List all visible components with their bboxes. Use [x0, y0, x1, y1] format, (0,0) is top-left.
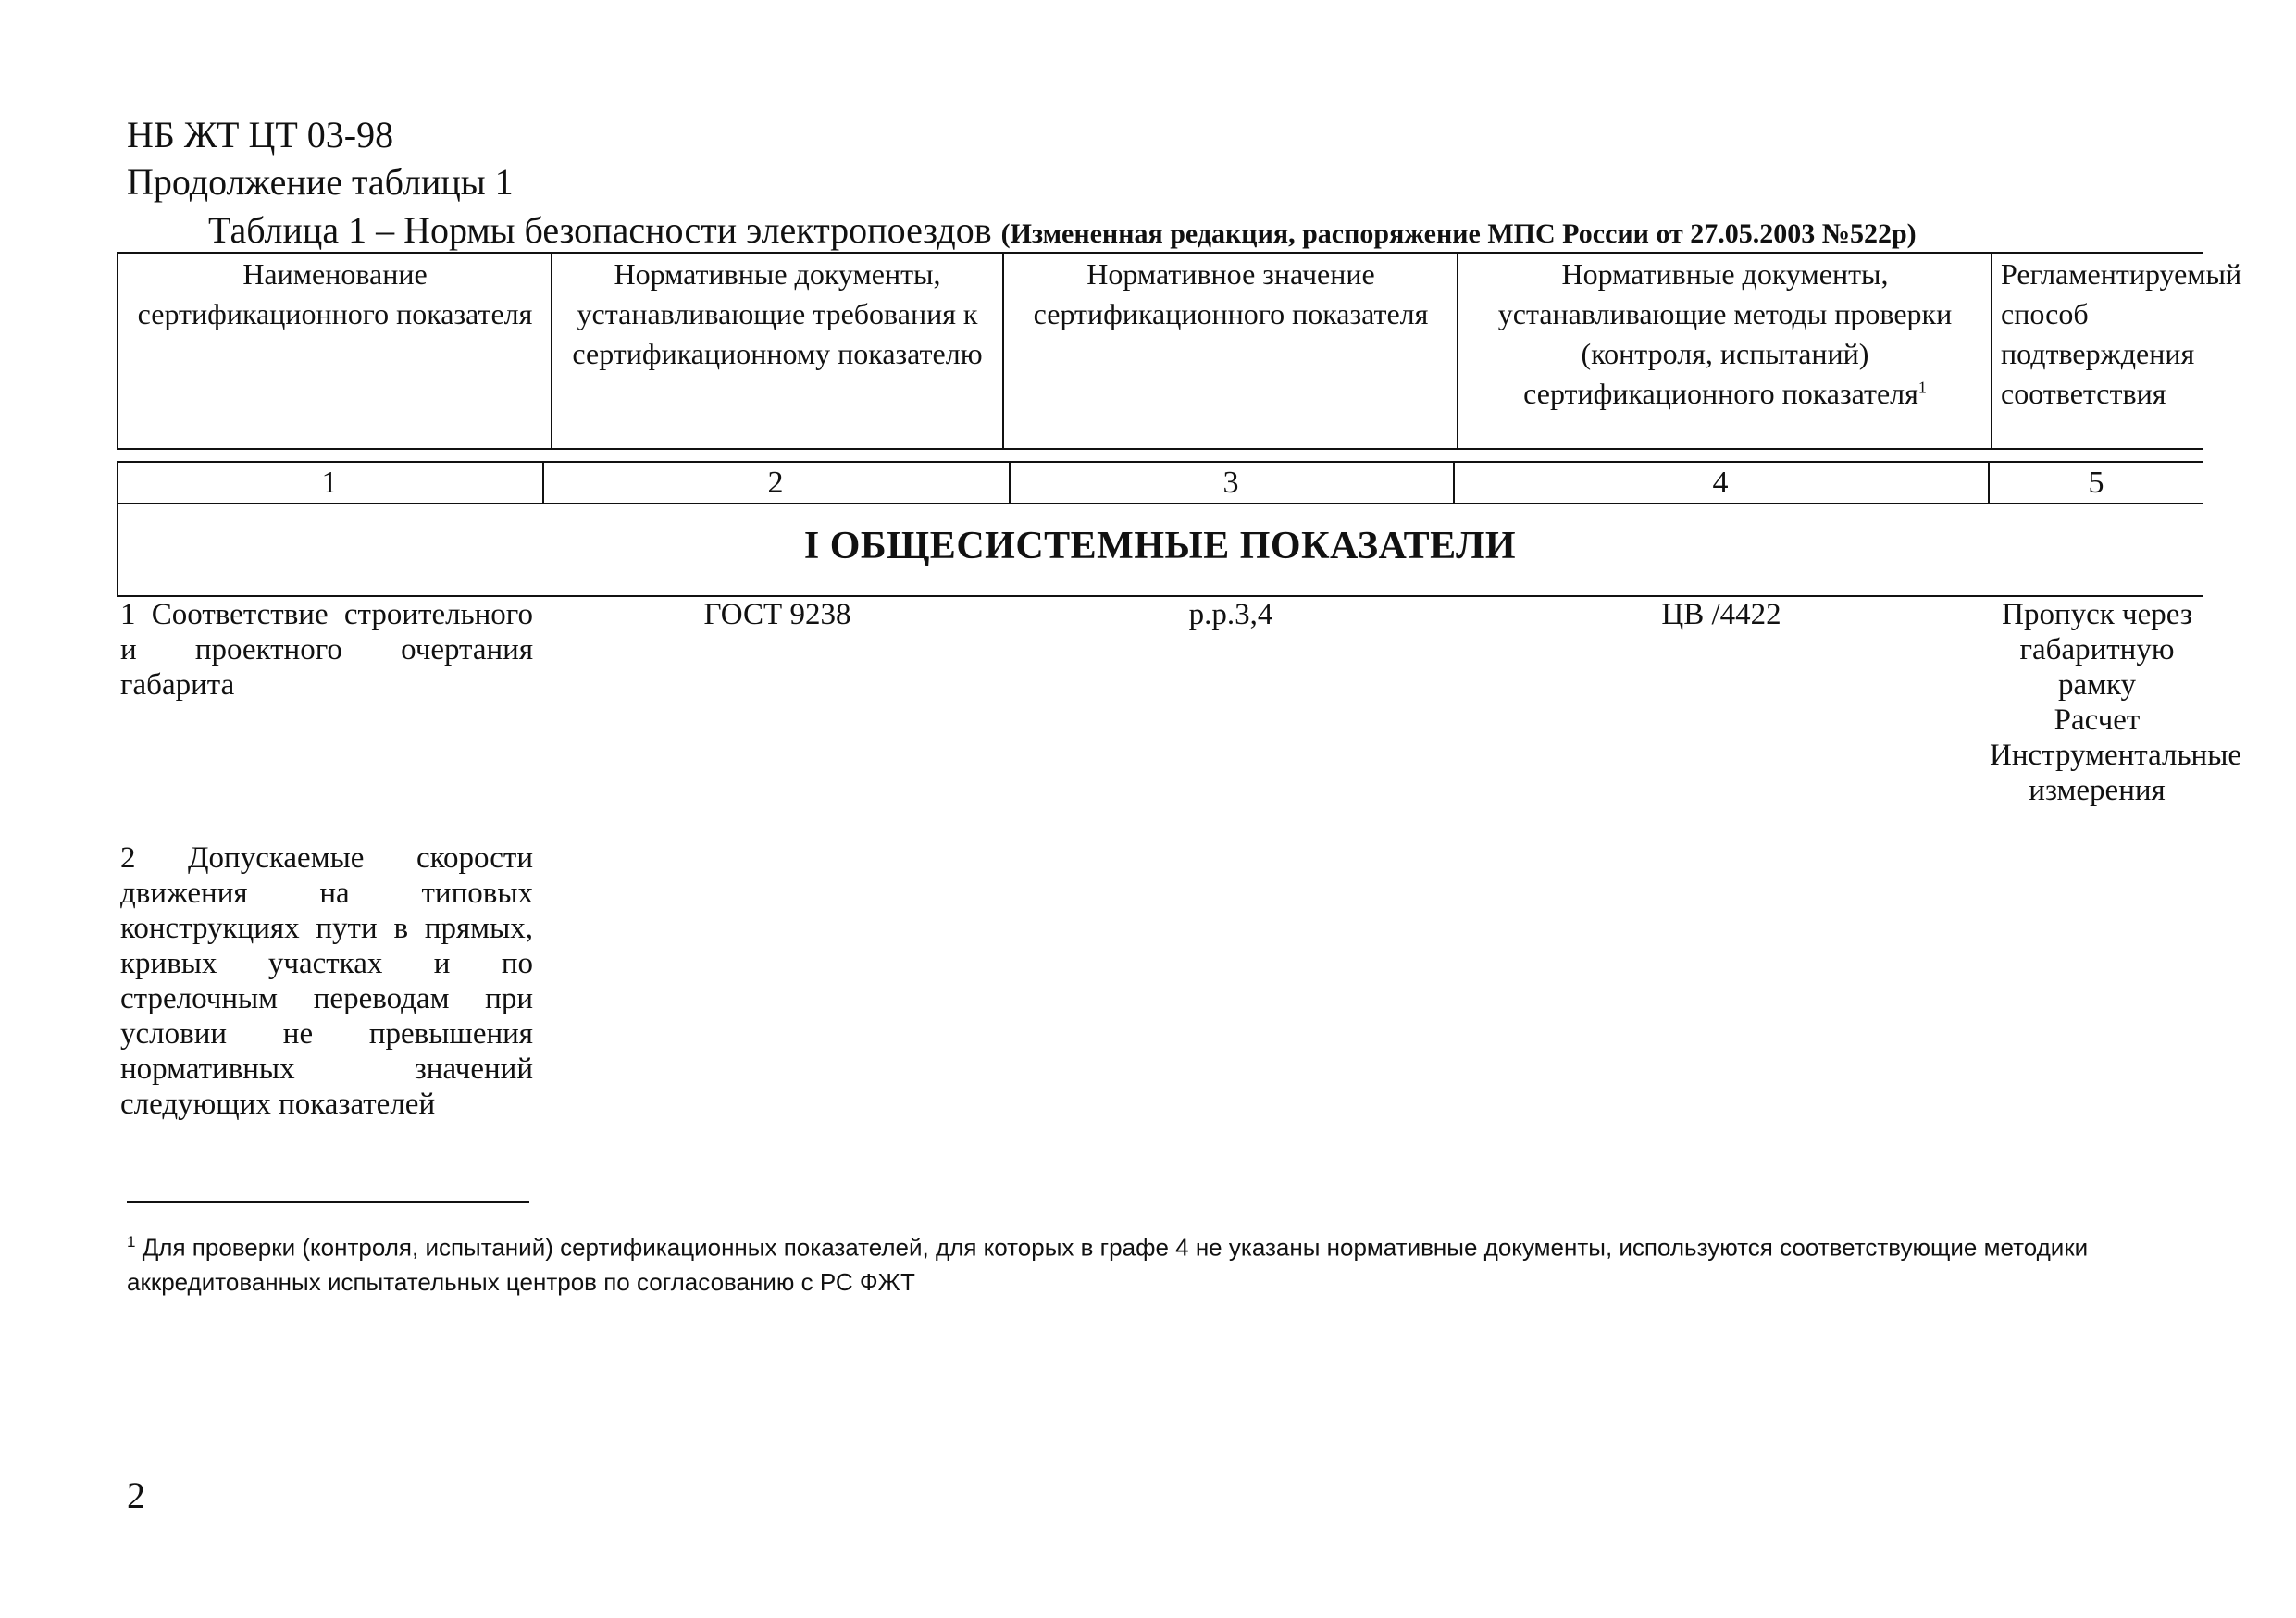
column-number-2: 2: [767, 466, 784, 500]
footnote-separator: [127, 1201, 529, 1203]
row-1-indicator-name: 1 Соответствие строительного и проектного очертания габарита: [120, 598, 533, 702]
confirmation-item: Инструментальные измерения: [1990, 739, 2242, 807]
column-header-method-docs: [1466, 255, 1984, 414]
column-header-confirmation-method: Регламентируемый способ подтверждения соответствия: [2001, 257, 2242, 410]
confirmation-item: Пропуск через габаритную рамку: [2002, 598, 2192, 702]
column-number-5: 5: [2088, 466, 2104, 500]
row-1-requirement-docs: ГОСТ 9238: [703, 598, 851, 631]
column-header-method-docs-text: Нормативные документы, устанавливающие методы проверки (контроля, испытаний) сертификационного показателя: [1497, 257, 1953, 410]
table-continuation-label: Продолжение таблицы 1: [127, 161, 514, 203]
table-title-note: (Измененная редакция, распоряжение МПС России от 27.05.2003 №522р): [1000, 218, 1917, 249]
confirmation-item: Расчет: [2054, 703, 2141, 737]
footnote-mark: 1: [1917, 378, 1927, 397]
footnote: [127, 1225, 2144, 1300]
row-2-indicator-name: 2 Допускаемые скорости движения на типовых конструкциях пути в прямых, кривых участках и по стрелочным переводам при условии не превышения нормативных значений следующих показателей: [120, 841, 533, 1121]
column-number-1: 1: [321, 466, 338, 500]
column-header-requirement-docs: Нормативные документы, устанавливающие требования к сертификационному показателю: [572, 257, 983, 370]
page-number: 2: [127, 1475, 145, 1516]
column-number-4: 4: [1712, 466, 1729, 500]
row-1-confirmation-method: [1990, 597, 2242, 808]
section-title: I ОБЩЕСИСТЕМНЫЕ ПОКАЗАТЕЛИ: [803, 525, 1517, 567]
footnote-number: 1: [127, 1233, 136, 1251]
row-1-method-docs: ЦВ /4422: [1661, 598, 1781, 631]
column-header-indicator-name: Наименование сертификационного показателя: [137, 257, 533, 330]
column-header-normative-value: Нормативное значение сертификационного показателя: [1033, 257, 1429, 330]
footnote-text: Для проверки (контроля, испытаний) сертификационных показателей, для которых в графе 4 не указаны нормативные документы, используются соответствующие методики аккредитованных испытательных центров по согласованию с РС ФЖТ: [127, 1233, 2089, 1296]
column-number-3: 3: [1222, 466, 1239, 500]
row-1-normative-value: р.р.3,4: [1188, 598, 1273, 631]
document-code: НБ ЖТ ЦТ 03-98: [127, 114, 394, 156]
table-title: [208, 208, 1917, 252]
table-title-text: Таблица 1 – Нормы безопасности электропоездов: [208, 209, 992, 251]
